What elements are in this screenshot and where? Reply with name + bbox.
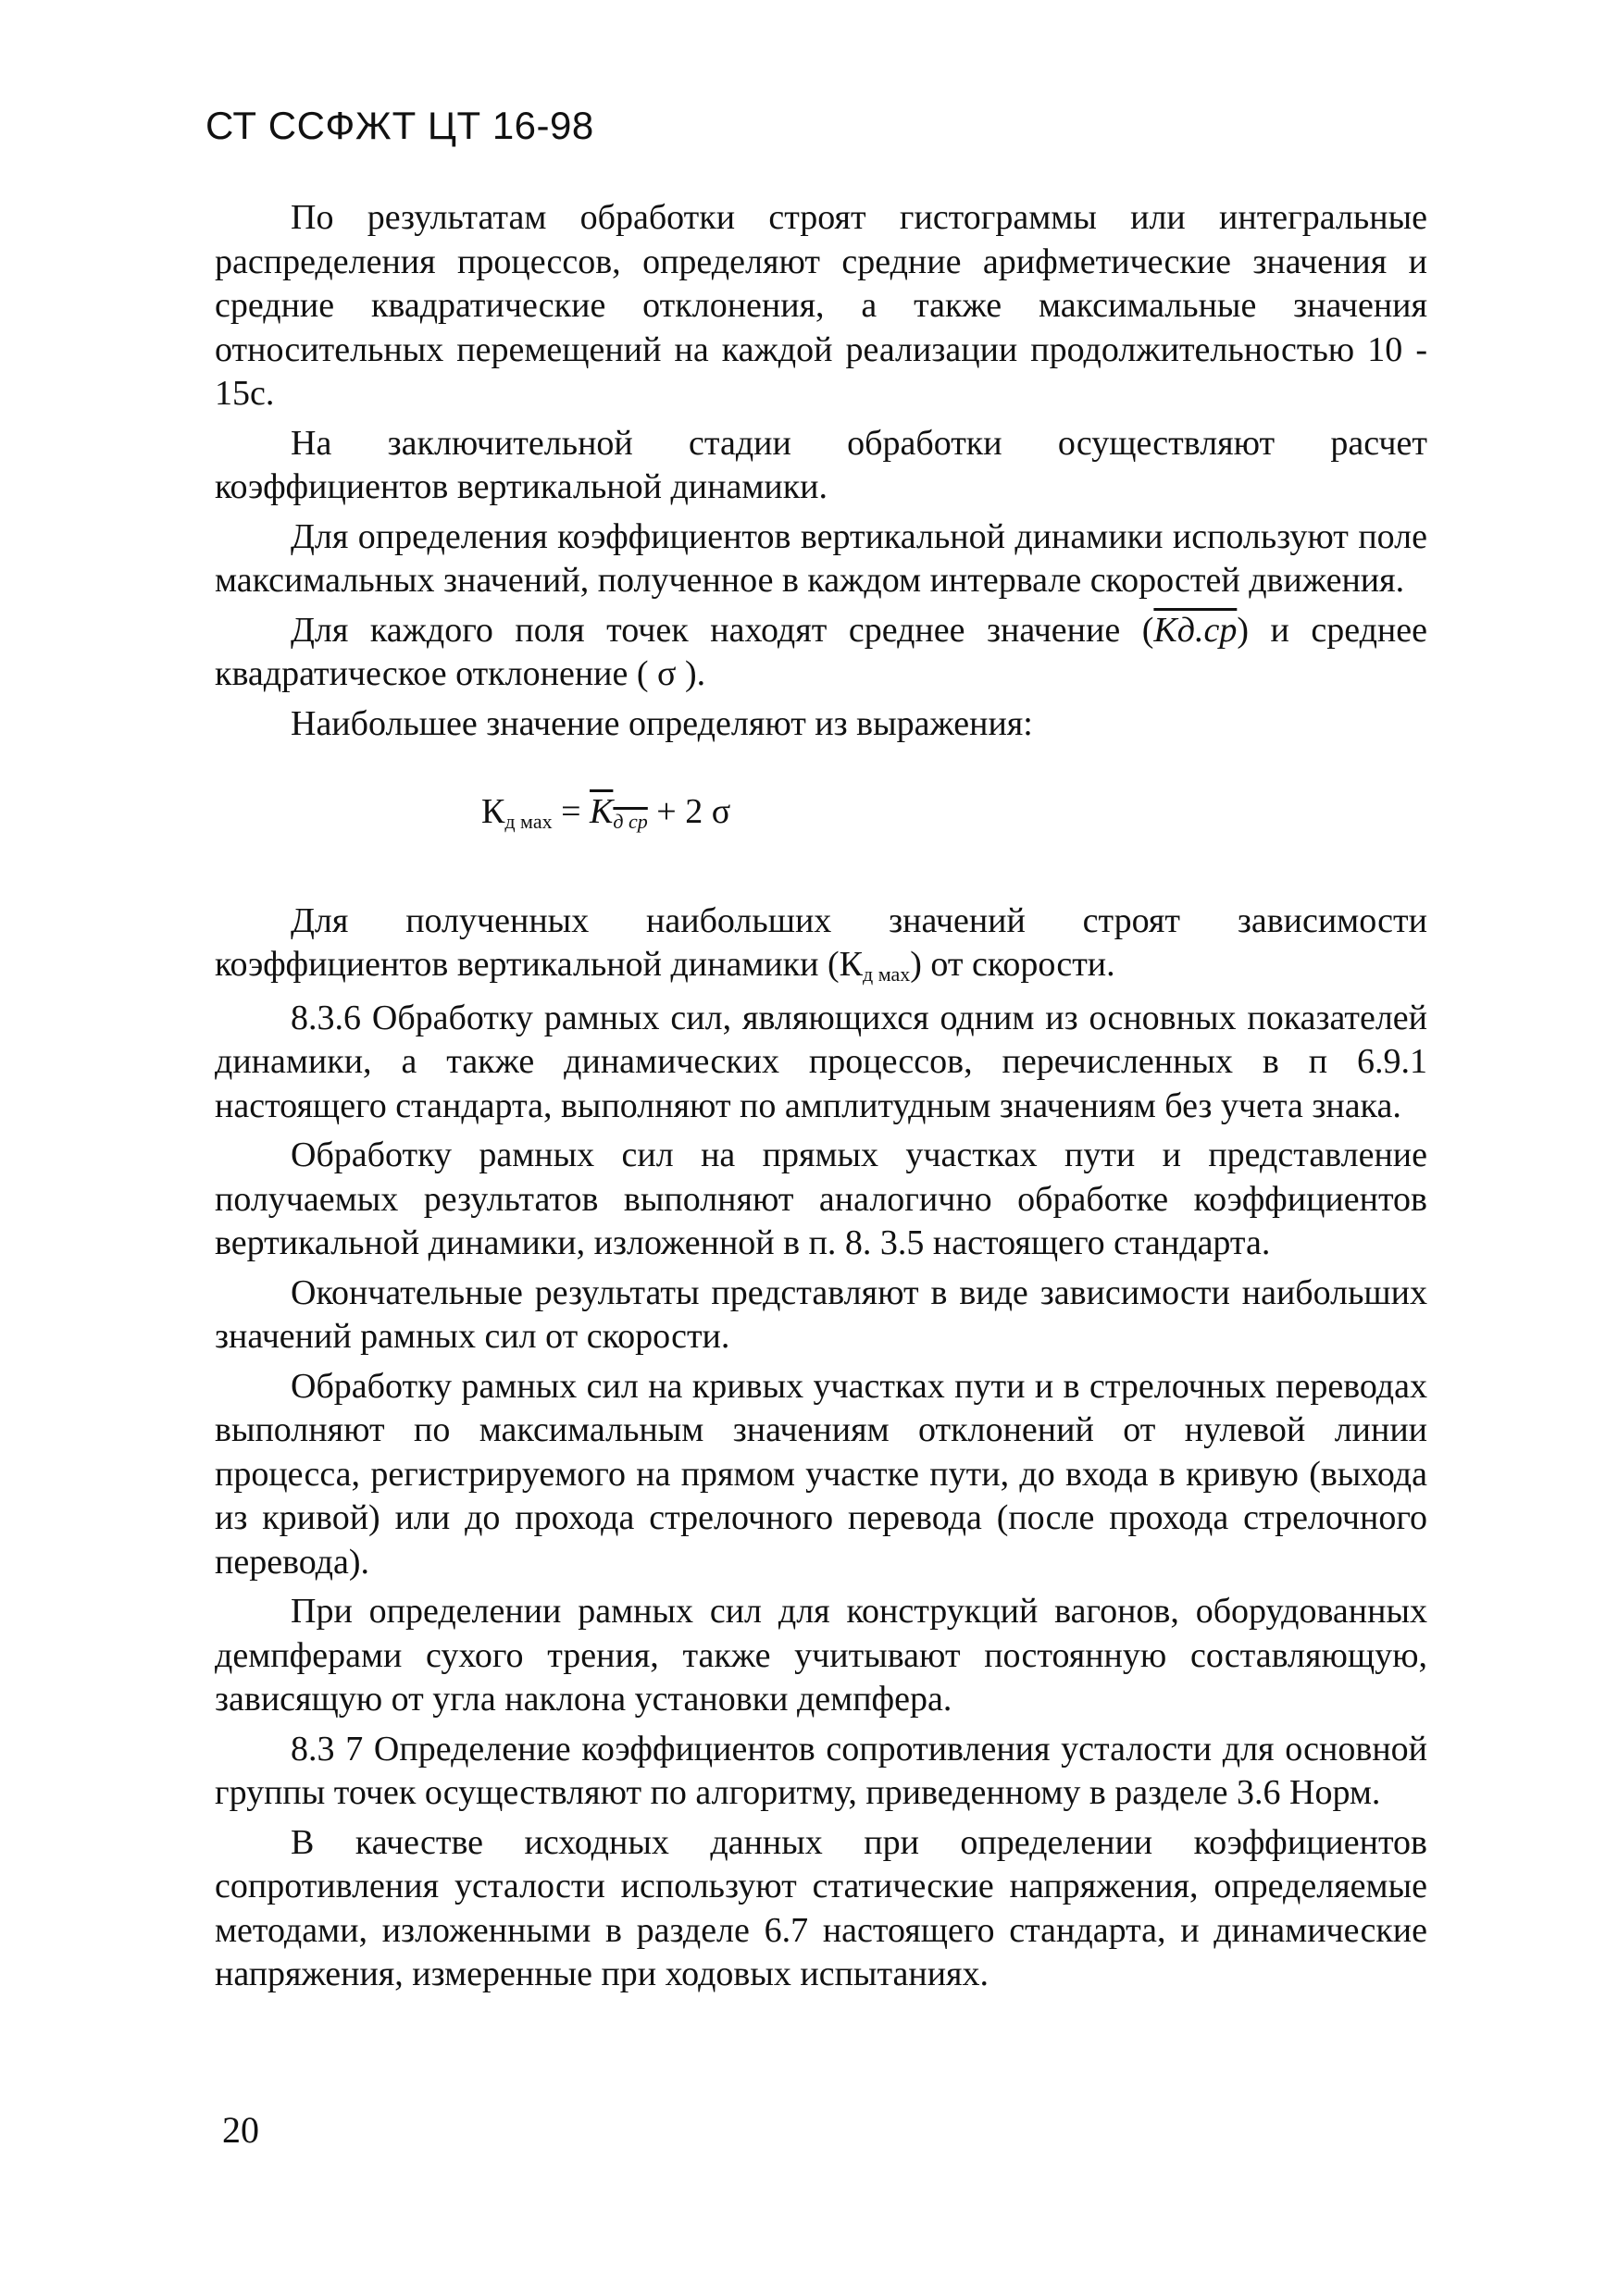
paragraph-dependencies bbox=[215, 900, 1427, 997]
paragraph-max-values-field: Для определения коэффициентов вертикальной динамики используют поле максимальных значений, полученное в каждом интервале скоростей движения. bbox=[215, 516, 1427, 600]
paragraph-dry-friction-dampers: При определении рамных сил для конструкций вагонов, оборудованных демпферами сухого трения, также учитывают постоянную составляющую, зависящую от угла наклона установки демпфера. bbox=[215, 1592, 1427, 1719]
paragraph-8-3-6: 8.3.6 Обработку рамных сил, являющихся одним из основных показателей динамики, а также динамических процессов, перечисленных в п 6.9.1 настоящего стандарта, выполняют по амплитудным значениям без учета знака. bbox=[215, 998, 1427, 1125]
formula-rhs: + 2 σ bbox=[656, 792, 731, 831]
paragraph-dependencies-subscript: д мах bbox=[863, 962, 911, 986]
formula-equals: = bbox=[561, 792, 581, 831]
paragraph-8-3-7: 8.3 7 Определение коэффициентов сопротивления усталости для основной группы точек осуществляют по алгоритму, приведенному в разделе 3.6 Норм. bbox=[215, 1729, 1427, 1812]
document-body bbox=[215, 196, 1427, 1997]
formula-lhs-subscript: д мах bbox=[504, 810, 553, 833]
paragraph-mean-text-start: Для каждого поля точек находят среднее значение ( bbox=[291, 610, 1154, 650]
formula-mean-subscript: д ср bbox=[613, 810, 648, 833]
formula-mean-symbol: K bbox=[590, 792, 614, 831]
paragraph-processing-results: По результатам обработки строят гистограммы или интегральные распределения процессов, определяют средние арифметические значения и средние квадратические отклонения, а также максимальные значения относительных перемещений на каждой реализации продолжительностью 10 - 15с. bbox=[215, 198, 1427, 413]
paragraph-curved-track-processing: Обработку рамных сил на кривых участках пути и в стрелочных переводах выполняют по максимальным значениям отклонений от нулевой линии процесса, регистрируемого на прямом участке пути, до входа в кривую (выхода из кривой) или до прохода стрелочного перевода (после прохода стрелочного перевода). bbox=[215, 1366, 1427, 1582]
paragraph-final-results: Окончательные результаты представляют в виде зависимости наибольших значений рамных сил от скорости. bbox=[215, 1272, 1427, 1356]
paragraph-dependencies-start: Для полученных наибольших значений строят зависимости коэффициентов вертикальной динамики (К bbox=[215, 900, 1427, 984]
paragraph-mean-text-end: ) и среднее квадратическое отклонение ( σ ). bbox=[215, 610, 1427, 693]
page-number: 20 bbox=[222, 2109, 259, 2151]
paragraph-straight-track-processing: Обработку рамных сил на прямых участках пути и представление получаемых результатов выполняют аналогично обработке коэффициентов вертикальной динамики, изложенной в п. 8. 3.5 настоящего стандарта. bbox=[215, 1136, 1427, 1262]
paragraph-final-stage: На заключительной стадии обработки осуществляют расчет коэффициентов вертикальной динамики. bbox=[215, 423, 1427, 506]
document-header: СТ ССФЖТ ЦТ 16-98 bbox=[205, 104, 594, 147]
max-coefficient-formula bbox=[215, 790, 1427, 844]
paragraph-max-value-expression: Наибольшее значение определяют из выражения: bbox=[291, 703, 1033, 743]
paragraph-dependencies-end: ) от скорости. bbox=[910, 945, 1115, 984]
mean-coefficient-symbol: Kд.ср bbox=[1153, 610, 1238, 650]
paragraph-initial-data: В качестве исходных данных при определении коэффициентов сопротивления усталости используют статические напряжения, определяемые методами, изложенными в разделе 6.7 настоящего стандарта, и динамические напряжения, измеренные при ходовых испытаниях. bbox=[215, 1822, 1427, 1993]
paragraph-mean-and-deviation bbox=[215, 609, 1427, 697]
formula-lhs: К bbox=[481, 792, 505, 831]
